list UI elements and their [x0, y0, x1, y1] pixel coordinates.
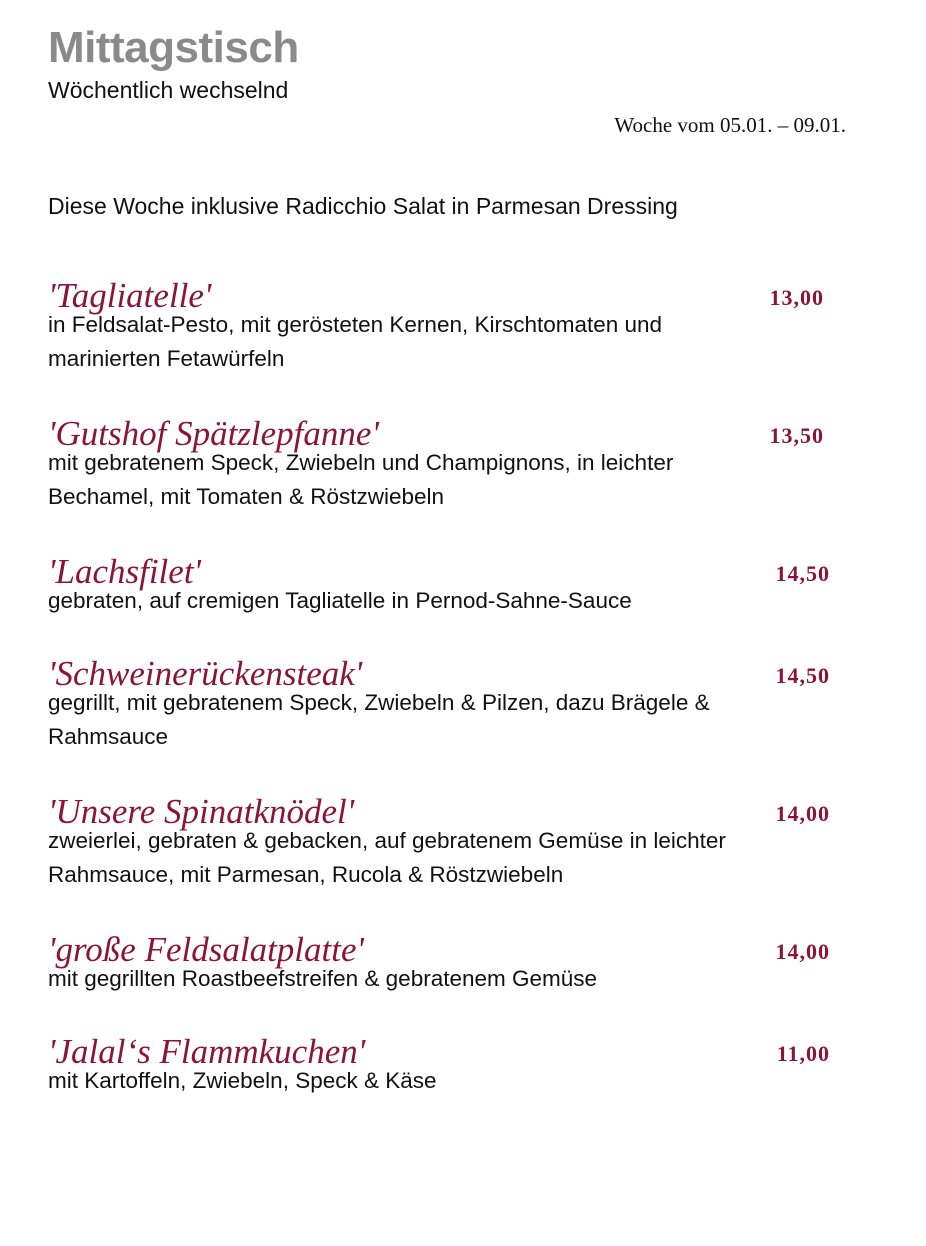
dish-name: 'Jalal‘s Flammkuchen'	[48, 1032, 366, 1071]
dish-name: 'Schweinerückensteak'	[48, 654, 363, 693]
dish-item	[48, 928, 848, 996]
dish-description: gebraten, auf cremigen Tagliatelle in Pernod-Sahne-Sauce	[48, 588, 632, 613]
week-range: Woche vom 05.01. – 09.01.	[614, 113, 846, 137]
dish-name: 'Gutshof Spätzlepfanne'	[48, 414, 379, 453]
dish-name: 'große Feldsalatplatte'	[48, 930, 364, 969]
dish-item	[48, 412, 848, 514]
dish-price: 14,00	[775, 939, 830, 964]
dish-item	[48, 1030, 848, 1098]
dish-list	[48, 274, 848, 1098]
weekly-note: Diese Woche inklusive Radicchio Salat in Parmesan Dressing	[48, 193, 678, 219]
dish-price: 13,50	[769, 423, 824, 448]
page-subtitle: Wöchentlich wechselnd	[48, 77, 289, 103]
dish-name: 'Lachsfilet'	[48, 552, 202, 591]
dish-description: gegrillt, mit gebratenem Speck, Zwiebeln & Pilzen, dazu Brägele & Rahmsauce	[48, 690, 710, 749]
dish-price: 14,50	[775, 663, 830, 688]
dish-price: 11,00	[776, 1041, 830, 1066]
dish-description: in Feldsalat-Pesto, mit gerösteten Kernen, Kirschtomaten und marinierten Fetawürfeln	[48, 312, 663, 371]
dish-item	[48, 790, 848, 892]
dish-item	[48, 274, 848, 376]
dish-price: 14,00	[775, 801, 830, 826]
dish-name: 'Tagliatelle'	[48, 276, 212, 315]
dish-description: mit gegrillten Roastbeefstreifen & gebratenem Gemüse	[48, 966, 598, 991]
dish-item	[48, 652, 848, 754]
page-title: Mittagstisch	[48, 23, 299, 72]
dish-description: mit Kartoffeln, Zwiebeln, Speck & Käse	[48, 1068, 437, 1093]
dish-description: mit gebratenem Speck, Zwiebeln und Champignons, in leichter Bechamel, mit Tomaten & Röstzwiebeln	[48, 450, 674, 509]
dish-price: 14,50	[775, 561, 830, 586]
dish-description: zweierlei, gebraten & gebacken, auf gebratenem Gemüse in leichter Rahmsauce, mit Parmesan, Rucola & Röstzwiebeln	[48, 828, 726, 887]
dish-name: 'Unsere Spinatknödel'	[48, 792, 355, 831]
dish-price: 13,00	[769, 285, 824, 310]
menu-page	[48, 22, 848, 1093]
dish-item	[48, 550, 848, 618]
